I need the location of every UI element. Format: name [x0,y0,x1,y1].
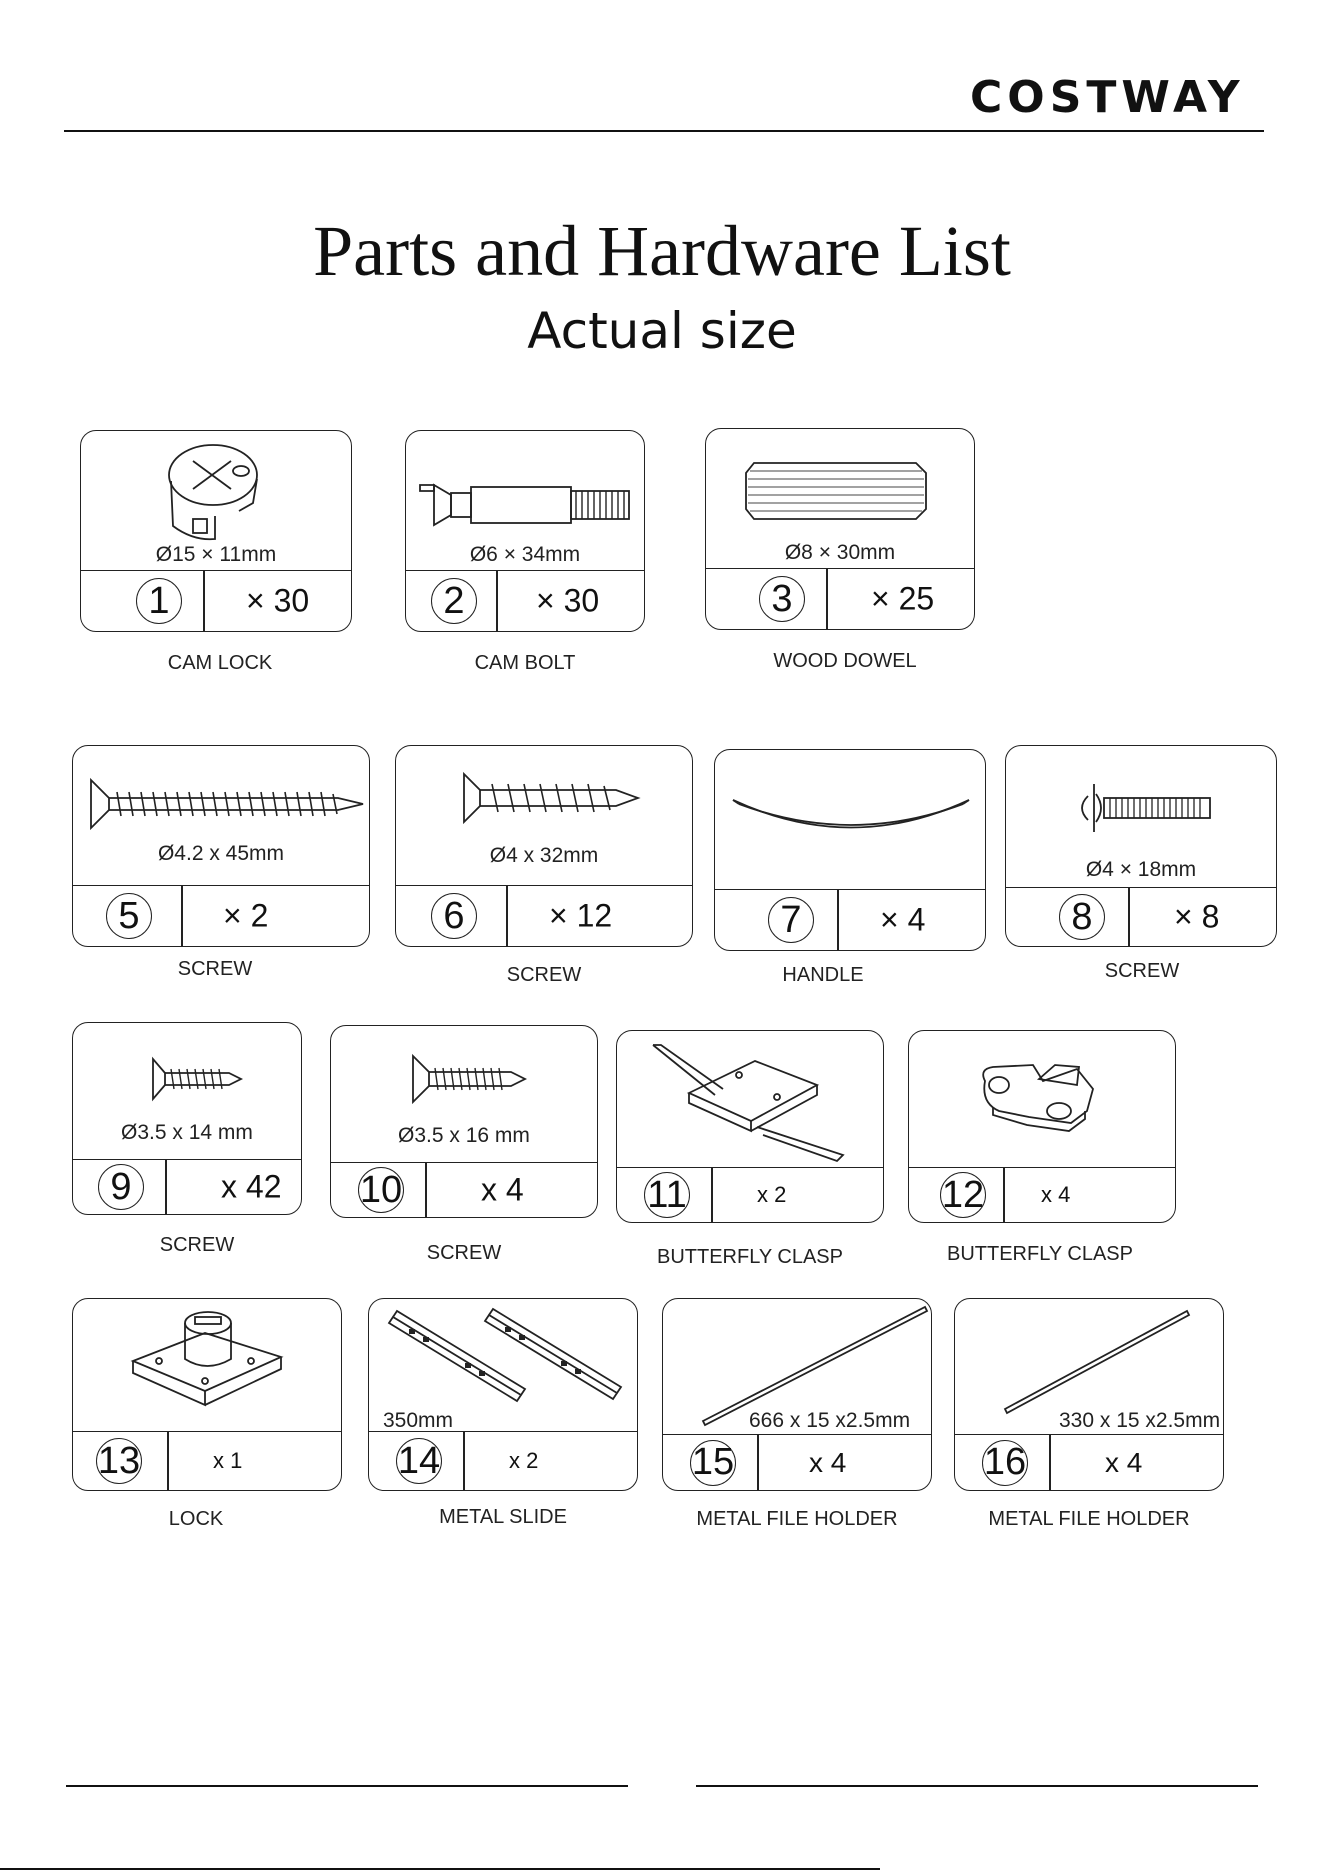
part-quantity: x 4 [809,1446,847,1478]
part-footer [406,570,644,631]
footer-divider [167,1432,169,1490]
part-card-11 [616,1030,884,1223]
part-quantity: x 42 [221,1168,282,1205]
part-card-9 [72,1022,302,1215]
part-card-16 [954,1298,1224,1491]
part-card-5 [72,745,370,947]
part-number-badge: 1 [136,578,182,624]
footer-divider [463,1432,465,1490]
part-quantity: x 2 [757,1182,787,1207]
footer-divider [1003,1168,1005,1222]
part-number-badge: 10 [358,1167,404,1213]
bottom-rule [0,1868,880,1870]
part-dimension: Ø4 × 18mm [1085,858,1197,881]
part-number-badge: 6 [431,893,477,939]
part-card-6 [395,745,693,947]
part-name: METAL FILE HOLDER [988,1508,1190,1530]
part-name: BUTTERFLY CLASP [947,1243,1133,1265]
part-number-badge: 5 [106,893,152,939]
part-name: METAL SLIDE [439,1506,567,1528]
footer-divider [181,886,183,946]
part-card-13 [72,1298,342,1491]
page-subtitle: Actual size [527,302,797,360]
part-footer [73,1159,301,1214]
footer-divider [1128,888,1130,946]
part-footer [706,568,974,629]
part-quantity: × 25 [871,580,935,617]
part-name: SCREW [159,1234,235,1256]
part-card-12 [908,1030,1176,1223]
brand-logo: COSTWAY [970,72,1245,123]
part-name: SCREW [1104,960,1180,982]
part-footer [331,1162,597,1217]
part-number-badge: 16 [982,1440,1028,1486]
part-name: METAL FILE HOLDER [696,1508,898,1530]
part-card-14 [368,1298,638,1491]
part-footer [81,570,351,631]
part-card-7 [714,749,986,951]
part-name: SCREW [506,964,582,986]
part-quantity: x 4 [1041,1182,1071,1207]
part-dimension: 330 x 15 x2.5mm [1059,1409,1221,1432]
part-quantity: × 8 [1174,898,1220,935]
part-footer [369,1431,637,1490]
part-footer [909,1167,1175,1222]
part-number-badge: 11 [644,1172,690,1218]
part-dimension: Ø4 x 32mm [489,844,599,867]
part-quantity: × 4 [880,901,926,938]
footer-divider [757,1435,759,1490]
part-name: BUTTERFLY CLASP [657,1246,843,1268]
part-quantity: x 2 [509,1448,539,1473]
footer-divider [711,1168,713,1222]
part-number-badge: 3 [759,576,805,622]
part-dimension: Ø3.5 x 14 mm [121,1121,253,1144]
part-number-badge: 14 [396,1438,442,1484]
part-card-3 [705,428,975,630]
footer-rule-right [696,1785,1258,1787]
part-footer [73,1431,341,1490]
part-footer [1006,887,1276,946]
part-quantity: x 4 [1105,1446,1143,1478]
part-card-10 [330,1025,598,1218]
part-quantity: x 1 [213,1448,243,1473]
butterfly-clasp-icon [617,1031,885,1166]
part-footer [715,889,985,950]
footer-divider [1049,1435,1051,1490]
part-number-badge: 12 [940,1172,986,1218]
footer-divider [425,1163,427,1217]
part-name: LOCK [168,1508,224,1530]
part-card-8 [1005,745,1277,947]
part-number-badge: 7 [768,897,814,943]
part-quantity: × 30 [536,582,600,619]
part-name: HANDLE [782,964,864,986]
lock-icon [73,1299,343,1439]
part-dimension: Ø8 × 30mm [784,541,896,564]
header-rule [64,130,1264,132]
part-name: WOOD DOWEL [773,650,917,672]
part-card-2 [405,430,645,632]
part-quantity: × 12 [549,897,613,934]
part-footer [73,885,369,946]
part-name: CAM BOLT [474,652,576,674]
part-quantity: x 4 [481,1171,524,1208]
handle-icon [715,750,987,890]
part-name: SCREW [426,1242,502,1264]
footer-divider [506,886,508,946]
part-dimension: Ø15 × 11mm [155,543,277,566]
footer-divider [837,890,839,950]
part-number-badge: 15 [690,1440,736,1486]
footer-divider [496,571,498,631]
part-dimension: Ø6 × 34mm [469,543,581,566]
page-title: Parts and Hardware List [313,211,1011,291]
part-card-15 [662,1298,932,1491]
part-number-badge: 2 [431,578,477,624]
part-card-1 [80,430,352,632]
part-number-badge: 8 [1059,894,1105,940]
part-dimension: Ø4.2 x 45mm [157,842,285,865]
footer-divider [165,1160,167,1214]
part-quantity: × 30 [246,582,310,619]
part-footer [617,1167,883,1222]
footer-divider [826,569,828,629]
butterfly-clasp-icon [909,1031,1177,1166]
part-name: SCREW [177,958,253,980]
part-quantity: × 2 [223,897,269,934]
part-dimension: Ø3.5 x 16 mm [398,1124,530,1147]
part-dimension: 350mm [383,1409,454,1432]
part-footer [396,885,692,946]
part-number-badge: 13 [96,1438,142,1484]
part-footer [663,1434,931,1490]
footer-divider [203,571,205,631]
part-dimension: 666 x 15 x2.5mm [749,1409,911,1432]
part-number-badge: 9 [98,1164,144,1210]
footer-rule-left [66,1785,628,1787]
part-name: CAM LOCK [167,652,273,674]
part-footer [955,1434,1223,1490]
